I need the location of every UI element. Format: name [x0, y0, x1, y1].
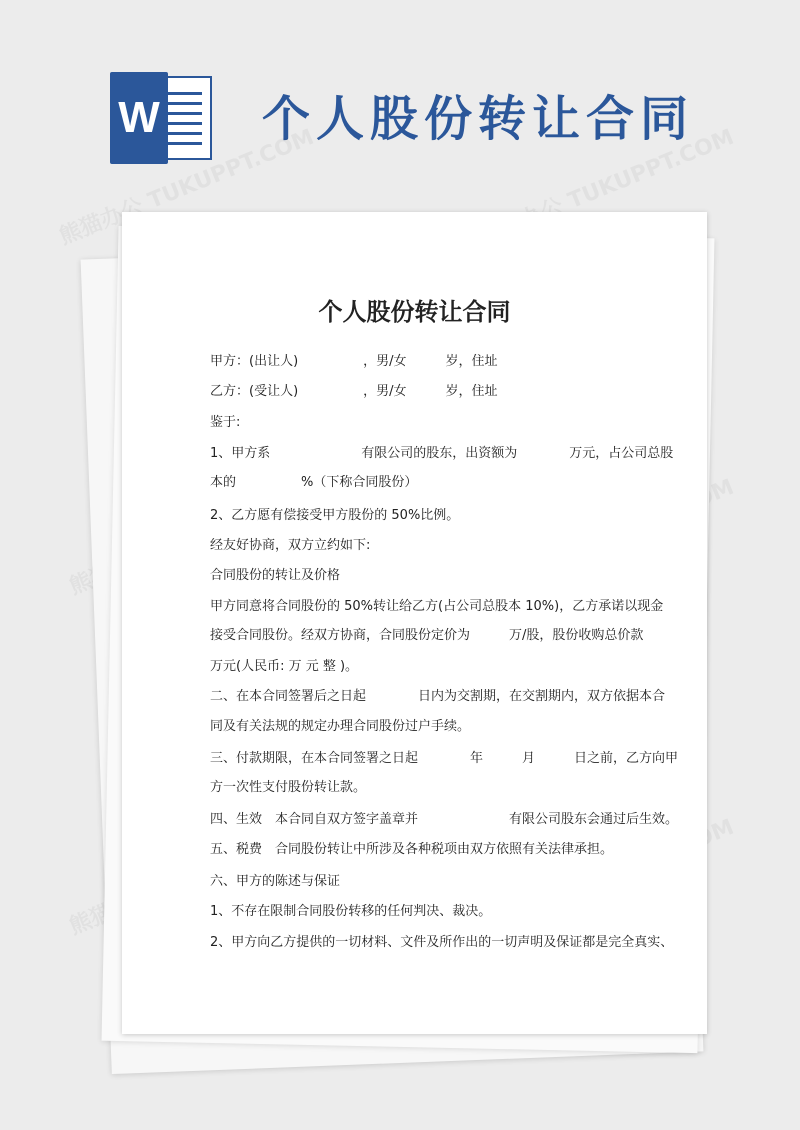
doc-line: 方一次性支付股份转让款。 [210, 780, 367, 795]
banner-title: 个人股份转让合同 [262, 91, 695, 147]
document-page [122, 212, 707, 1034]
doc-line: 同及有关法规的规定办理合同股份过户手续。 [210, 719, 471, 734]
doc-line: 二、在本合同签署后之日起 日内为交割期，在交割期内，双方依据本合 [210, 689, 666, 704]
doc-line: 本的 %（下称合同股份） [210, 475, 418, 490]
doc-line: 万元(人民币: 万 元 整 )。 [210, 659, 359, 674]
doc-line: 经友好协商，双方立约如下: [210, 538, 371, 553]
word-logo-icon [110, 72, 214, 164]
doc-line: 乙方：(受让人) ，男/女 岁，住址 [210, 384, 498, 399]
doc-line: 甲方同意将合同股份的 50%转让给乙方(占公司总股本 10%)，乙方承诺以现金 [210, 599, 664, 614]
doc-line: 接受合同股份。经双方协商，合同股份定价为 万/股，股份收购总价款 [210, 628, 644, 643]
doc-line: 合同股份的转让及价格 [210, 568, 341, 583]
doc-line: 三、付款期限，在本合同签署之日起 年 月 日之前，乙方向甲 [210, 751, 679, 766]
doc-line: 四、生效 本合同自双方签字盖章并 有限公司股东会通过后生效。 [210, 812, 679, 827]
doc-line: 2、甲方向乙方提供的一切材料、文件及所作出的一切声明及保证都是完全真实、 [210, 935, 674, 950]
doc-line: 甲方：(出让人) ，男/女 岁，住址 [210, 354, 498, 369]
doc-line: 鉴于: [210, 415, 241, 430]
word-letter-tile: W [110, 72, 168, 164]
document-title: 个人股份转让合同 [318, 298, 511, 326]
doc-line: 1、甲方系 有限公司的股东，出资额为 万元，占公司总股 [210, 446, 674, 461]
doc-line: 2、乙方愿有偿接受甲方股份的 50%比例。 [210, 508, 460, 523]
doc-line: 五、税费 合同股份转让中所涉及各种税项由双方依照有关法律承担。 [210, 842, 614, 857]
doc-line: 六、甲方的陈述与保证 [210, 874, 341, 889]
doc-line: 1、不存在限制合同股份转移的任何判决、裁决。 [210, 904, 492, 919]
